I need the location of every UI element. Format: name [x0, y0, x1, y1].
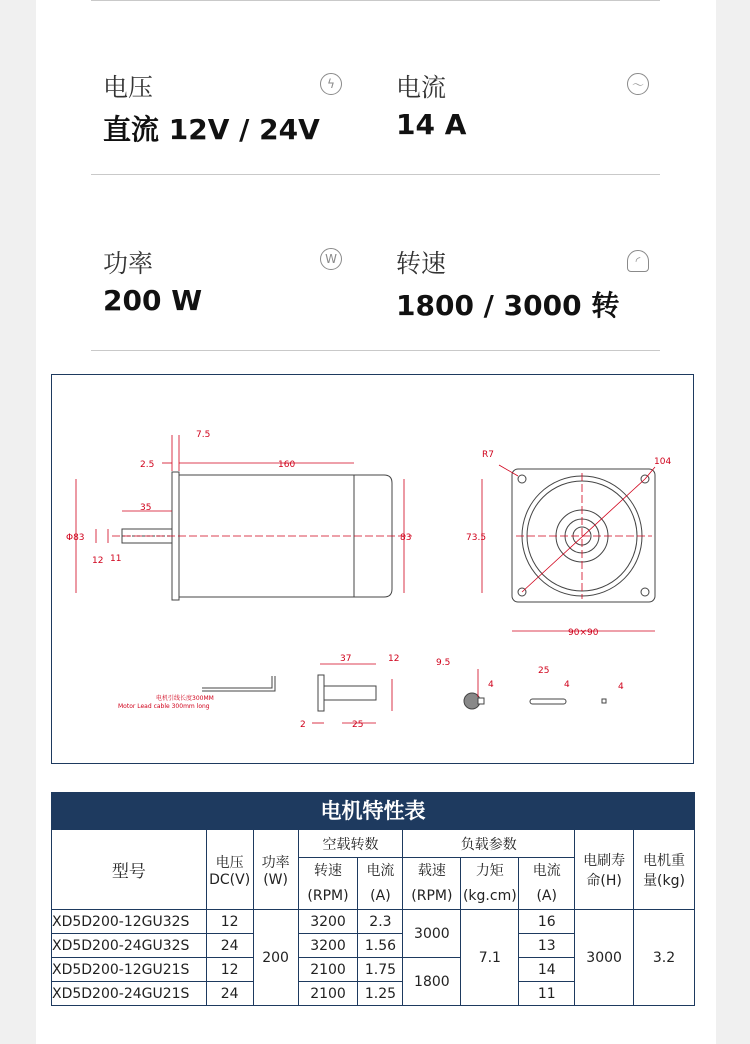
- current-cell: 2.3: [358, 910, 403, 934]
- shaft-37: 37: [340, 654, 352, 664]
- current-value: 14 A: [396, 108, 467, 141]
- pulse-icon: 〜: [627, 73, 649, 95]
- spec-table: [51, 829, 695, 1006]
- load-current-cell: 11: [519, 982, 575, 1006]
- load-current-header: 电流: [519, 858, 575, 883]
- key-4a: 4: [488, 680, 494, 690]
- brush-header: 电刷寿 命(H): [575, 830, 634, 910]
- drawing-area: [51, 374, 694, 764]
- model-cell: XD5D200-24GU32S: [52, 934, 207, 958]
- dim-73-5: 73.5: [466, 533, 487, 543]
- motor-drawing: [52, 411, 693, 763]
- dim-83: 83: [400, 533, 412, 543]
- rpm-cell: 3200: [298, 934, 358, 958]
- dim-90x90: 90×90: [568, 628, 599, 638]
- speedometer-icon: ◜: [627, 250, 649, 272]
- divider: [91, 174, 660, 175]
- dim-160: 160: [278, 460, 296, 470]
- power-cell: 200: [253, 910, 298, 1006]
- voltage-label: 电压: [103, 73, 154, 102]
- key-4c: 4: [618, 682, 624, 692]
- rpm-cell: 2100: [298, 958, 358, 982]
- current-header: 电流: [358, 858, 403, 883]
- load-amp-unit: (A): [519, 883, 575, 910]
- power-header: 功率 (W): [253, 830, 298, 910]
- current-cell: 1.56: [358, 934, 403, 958]
- dim-r7: R7: [482, 450, 494, 460]
- table-row: [52, 910, 695, 934]
- amp-unit: (A): [358, 883, 403, 910]
- speed-header: 转速: [298, 858, 358, 883]
- dim-35: 35: [140, 503, 152, 513]
- dim-2-5: 2.5: [140, 460, 155, 470]
- shaft-2: 2: [300, 720, 306, 730]
- brush-life-cell: 3000: [575, 910, 634, 1006]
- voltage-cell: 12: [206, 958, 253, 982]
- lead-cable-en: Motor Lead cable 300mm long: [118, 703, 210, 710]
- dim-7-5: 7.5: [196, 430, 211, 440]
- bolt-icon: ϟ: [320, 73, 342, 95]
- current-cell: 1.75: [358, 958, 403, 982]
- shaft-25: 25: [352, 720, 364, 730]
- model-cell: XD5D200-12GU21S: [52, 958, 207, 982]
- divider: [91, 350, 660, 351]
- torque-cell: 7.1: [461, 910, 519, 1006]
- torque-unit: (kg.cm): [461, 883, 519, 910]
- power-label: 功率: [103, 249, 154, 278]
- weight-header: 电机重 量(kg): [634, 830, 695, 910]
- key-4b: 4: [564, 680, 570, 690]
- voltage-cell: 24: [206, 934, 253, 958]
- load-header: 负载参数: [403, 830, 575, 858]
- voltage-cell: 12: [206, 910, 253, 934]
- power-value: 200 W: [103, 284, 203, 317]
- table-header: [51, 792, 695, 830]
- voltage-value: 直流 12V / 24V: [103, 113, 320, 146]
- dim-phi83: Φ83: [66, 533, 85, 543]
- rpm-unit: (RPM): [298, 883, 358, 910]
- weight-cell: 3.2: [634, 910, 695, 1006]
- load-current-cell: 13: [519, 934, 575, 958]
- key-25: 25: [538, 666, 550, 676]
- dim-12: 12: [92, 556, 104, 566]
- shaft-12: 12: [388, 654, 400, 664]
- dim-11: 11: [110, 554, 122, 564]
- load-speed-header: 载速: [403, 858, 461, 883]
- watt-icon: W: [320, 248, 342, 270]
- noload-header: 空载转数: [298, 830, 403, 858]
- rpm-cell: 3200: [298, 910, 358, 934]
- current-cell: 1.25: [358, 982, 403, 1006]
- load-current-cell: 16: [519, 910, 575, 934]
- speed-value: 1800 / 3000 转: [396, 289, 620, 322]
- divider: [91, 0, 660, 1]
- current-label: 电流: [396, 73, 447, 102]
- model-cell: XD5D200-24GU21S: [52, 982, 207, 1006]
- speed-label: 转速: [396, 249, 447, 278]
- model-cell: XD5D200-12GU32S: [52, 910, 207, 934]
- key-9-5: 9.5: [436, 658, 451, 668]
- torque-header: 力矩: [461, 858, 519, 883]
- lead-cable-cn: 电机引线长度300MM: [156, 695, 214, 702]
- table-title: 电机特性表: [320, 799, 426, 823]
- voltage-cell: 24: [206, 982, 253, 1006]
- load-rpm-cell: 3000: [403, 910, 461, 958]
- model-header: 型号: [52, 830, 207, 910]
- rpm-cell: 2100: [298, 982, 358, 1006]
- voltage-header: 电压 DC(V): [206, 830, 253, 910]
- load-rpm-unit: (RPM): [403, 883, 461, 910]
- load-current-cell: 14: [519, 958, 575, 982]
- load-rpm-cell: 1800: [403, 958, 461, 1006]
- dim-104: 104: [654, 457, 672, 467]
